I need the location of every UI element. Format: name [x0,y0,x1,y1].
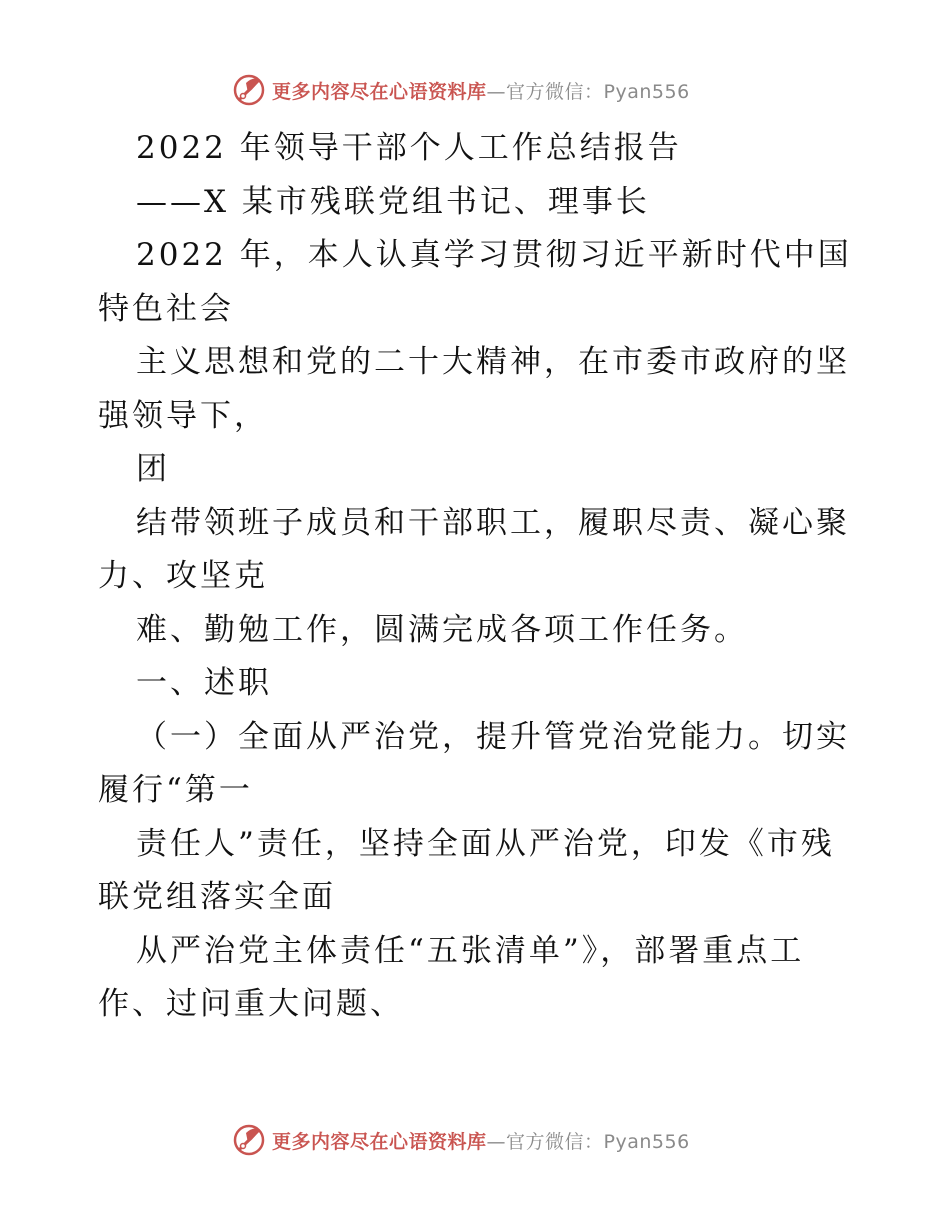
document-line: 2022 年领导干部个人工作总结报告 [136,130,682,166]
document-line: 一、述职 [136,665,272,701]
document-line: （一）全面从严治党，提升管党治党能力。切实 [136,718,850,755]
document-line: 结带领班子成员和干部职工，履职尽责、凝心聚 [136,504,850,541]
document-line: 强领导下， [98,397,268,434]
document-line: 力、攻坚克 [98,558,268,594]
watermark-separator: — [486,1130,507,1153]
watermark-brand: 更多内容尽在心语资料库 [272,80,487,103]
document-line: 联党组落实全面 [98,879,336,915]
document-line: 履行“第一 [98,772,253,808]
header-watermark [232,72,752,108]
document-body [98,122,858,1032]
document-line: 作、过问重大问题、 [98,986,404,1022]
document-line: 主义思想和党的二十大精神，在市委市政府的坚 [136,344,850,380]
document-line: 2022 年，本人认真学习贯彻习近平新时代中国 [136,237,852,273]
watermark-separator: — [486,80,507,103]
quill-logo-icon [232,1123,266,1157]
document-line: ——X 某市残联党组书记、理事长 [136,183,650,220]
document-line: 难、勤勉工作，圆满完成各项工作任务。 [136,611,748,648]
watermark-text [272,1127,690,1154]
watermark-text [272,77,690,104]
document-line: 责任人”责任，坚持全面从严治党，印发《市残 [136,825,835,862]
document-line: 特色社会 [98,290,234,327]
document-line: 团 [136,451,170,487]
footer-watermark [232,1122,752,1158]
watermark-brand: 更多内容尽在心语资料库 [272,1130,487,1153]
watermark-contact: 官方微信：Pyan556 [506,1130,690,1153]
quill-logo-icon [232,73,266,107]
document-line: 从严治党主体责任“五张清单”》，部署重点工 [136,932,805,969]
watermark-contact: 官方微信：Pyan556 [506,80,690,103]
